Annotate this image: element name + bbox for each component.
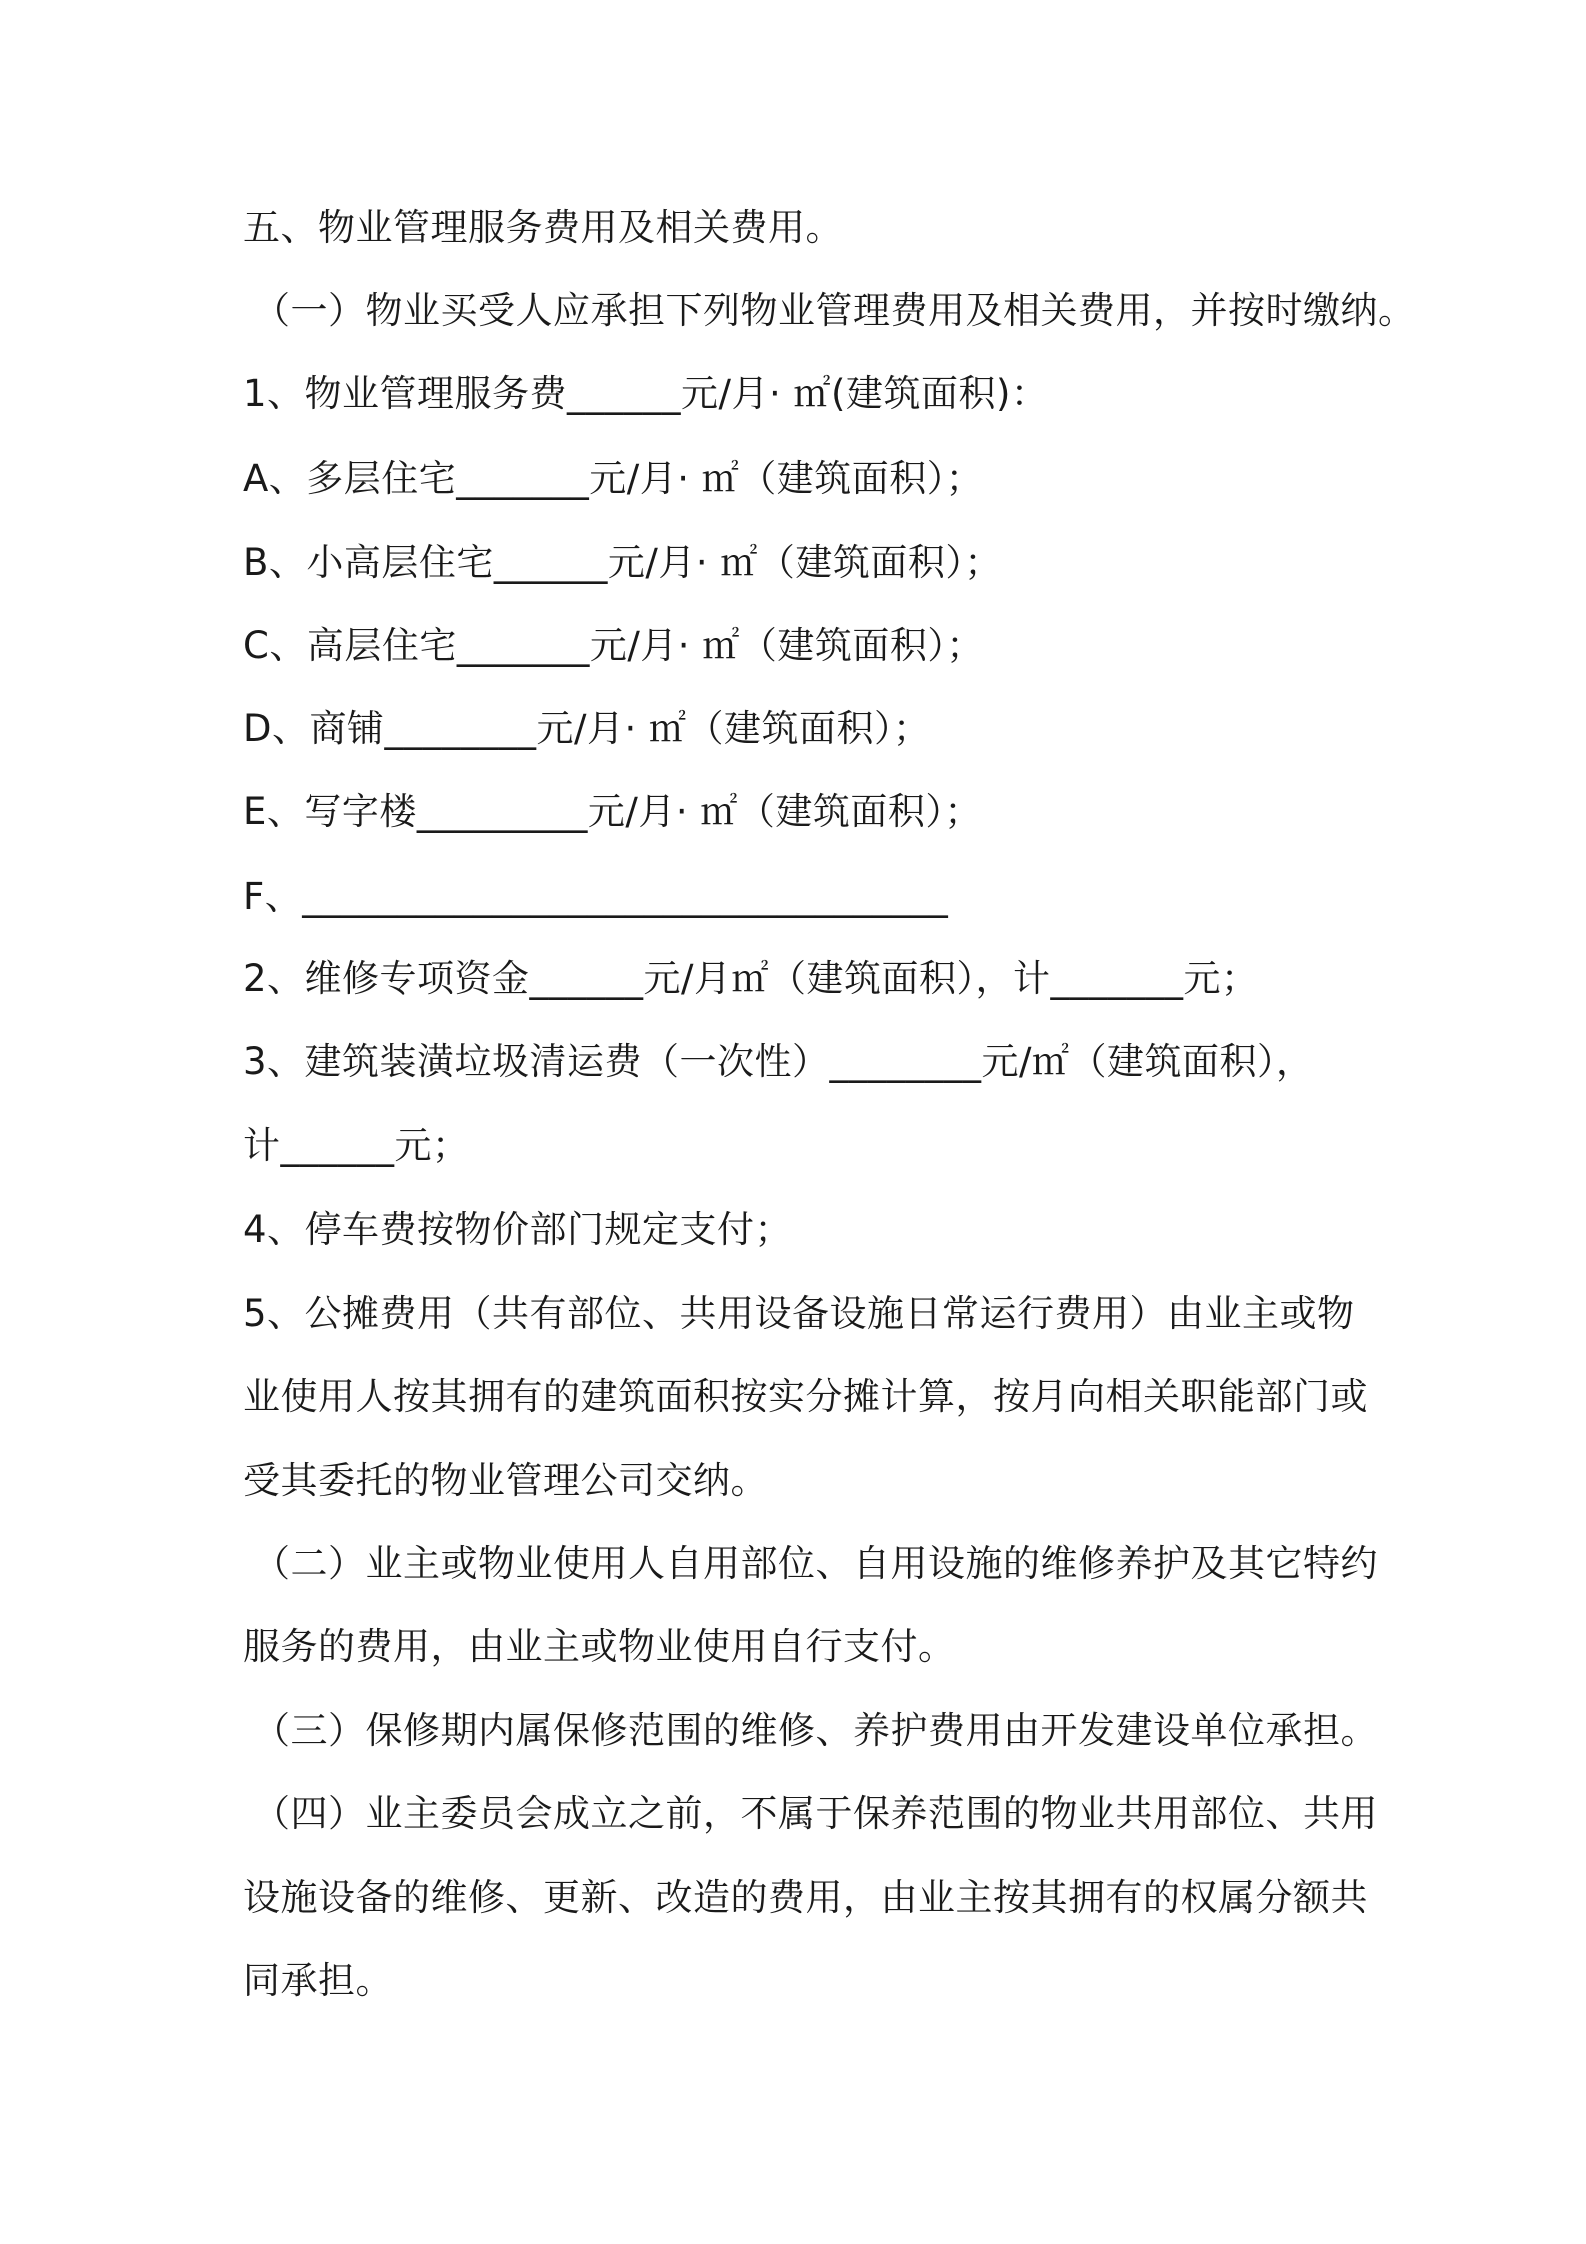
paragraph-line: C、高层住宅_______元/月· ㎡（建筑面积）； xyxy=(243,624,984,667)
paragraph-line: 3、建筑装潢垃圾清运费（一次性）________元/㎡（建筑面积）， xyxy=(243,1040,1314,1083)
paragraph-line: 1、物业管理服务费______元/月· ㎡(建筑面积)： xyxy=(243,372,1049,415)
paragraph-line: 4、停车费按物价部门规定支付； xyxy=(243,1208,793,1251)
paragraph-line: 设施设备的维修、更新、改造的费用，由业主按其拥有的权属分额共 xyxy=(243,1876,1368,1919)
paragraph-line: 服务的费用，由业主或物业使用自行支付。 xyxy=(243,1625,956,1668)
paragraph-line: 5、公摊费用（共有部位、共用设备设施日常运行费用）由业主或物 xyxy=(243,1292,1355,1335)
paragraph-line: E、写字楼_________元/月· ㎡（建筑面积）； xyxy=(243,790,982,833)
paragraph-line: 2、维修专项资金______元/月㎡（建筑面积），计_______元； xyxy=(243,957,1259,1000)
paragraph-line: 计______元； xyxy=(243,1124,470,1167)
paragraph-line: 受其委托的物业管理公司交纳。 xyxy=(243,1459,768,1502)
paragraph-line: D、商铺________元/月· ㎡（建筑面积）； xyxy=(243,707,931,750)
paragraph-line: 同承担。 xyxy=(243,1959,393,2002)
paragraph-line: （四）业主委员会成立之前，不属于保养范围的物业共用部位、共用 xyxy=(253,1792,1378,1835)
paragraph-line: （三）保修期内属保修范围的维修、养护费用由开发建设单位承担。 xyxy=(253,1709,1378,1752)
paragraph-line: （一）物业买受人应承担下列物业管理费用及相关费用，并按时缴纳。 xyxy=(253,289,1416,332)
paragraph-line: （二）业主或物业使用人自用部位、自用设施的维修养护及其它特约 xyxy=(253,1542,1378,1585)
section-heading: 五、物业管理服务费用及相关费用。 xyxy=(243,206,843,249)
paragraph-line: A、多层住宅_______元/月· ㎡（建筑面积）； xyxy=(243,457,984,500)
paragraph-line: 业使用人按其拥有的建筑面积按实分摊计算，按月向相关职能部门或 xyxy=(243,1375,1368,1418)
paragraph-line: F、__________________________________ xyxy=(243,875,949,918)
paragraph-line: B、小高层住宅______元/月· ㎡（建筑面积）； xyxy=(243,541,1002,584)
